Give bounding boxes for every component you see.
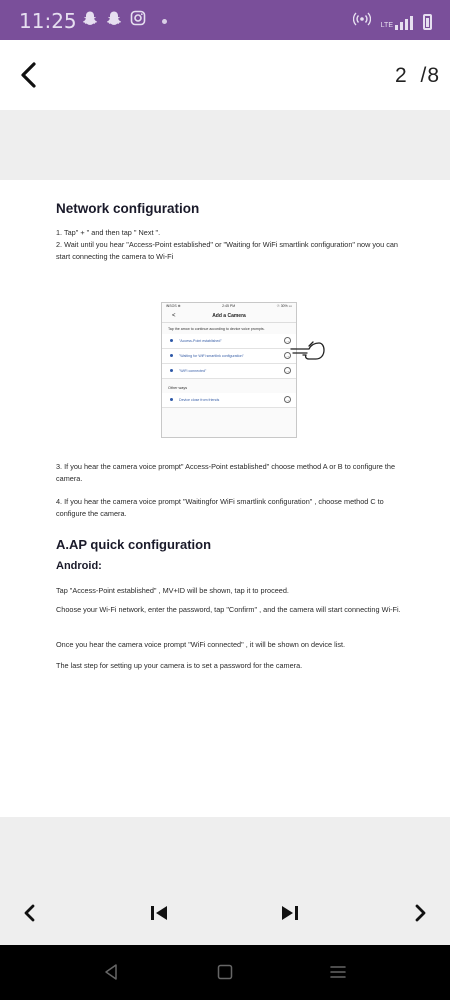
last-page-button[interactable] [277, 900, 303, 926]
home-square-icon [215, 962, 235, 982]
first-page-button[interactable] [146, 900, 172, 926]
signal-bars [395, 14, 413, 30]
system-navigation-bar [0, 945, 450, 1000]
snapchat-icon [106, 10, 122, 32]
ps-option-row [162, 334, 296, 349]
ps-hint: Tap the arrow to continue according to device voice prompts. [168, 327, 265, 331]
recents-menu-icon [328, 962, 348, 982]
previous-page-icon [17, 900, 43, 926]
android-para-4: The last step for setting up your camera is to set a password for the camera. [56, 661, 303, 670]
snapchat-icon [82, 10, 98, 32]
ps-other-ways-label: Other ways [168, 385, 188, 390]
ps-option-label: Device close from friends [179, 397, 220, 402]
document-page[interactable] [0, 180, 450, 817]
android-para-2: Choose your Wi-Fi network, enter the password, tap "Confirm" , and the camera will start connecting Wi-Fi. [56, 605, 401, 614]
back-triangle-icon [101, 962, 121, 982]
bullet-icon [170, 339, 173, 342]
previous-page-button[interactable] [17, 900, 43, 926]
back-button[interactable] [14, 58, 48, 92]
ps-status-center: 2:45 PM [222, 304, 236, 308]
page-counter [395, 64, 440, 88]
android-para-1: Tap "Access-Point established" , MV+ID will be shown, tap it to proceed. [56, 586, 289, 595]
bullet-icon [170, 369, 173, 372]
current-page: 2 [394, 64, 408, 87]
system-back-button[interactable] [101, 962, 121, 982]
ps-title: Add a Camera [212, 313, 246, 319]
pager-toolbar [0, 880, 450, 945]
arrow-circle-icon: → [285, 397, 290, 402]
last-page-icon [277, 900, 303, 926]
step-1: 1. Tap" + " and then tap " Next ". [56, 228, 161, 237]
dot-icon [162, 19, 167, 24]
phone-screenshot-image [161, 302, 297, 438]
bullet-icon [170, 354, 173, 357]
ps-status-right: ☉ 30% ▭ [276, 304, 292, 308]
notification-icons [82, 10, 167, 32]
status-time: 11:25 [19, 9, 77, 33]
lte-signal-icon [381, 14, 413, 30]
arrow-circle-icon: → [285, 353, 290, 358]
system-recents-button[interactable] [328, 962, 348, 982]
ps-header [162, 310, 296, 323]
page-gap [0, 110, 450, 180]
total-pages: /8 [420, 64, 440, 87]
ap-config-heading: A.AP quick configuration [56, 537, 212, 552]
android-para-3: Once you hear the camera voice prompt "WiFi connected" , it will be shown on device list. [56, 640, 346, 649]
first-page-icon [146, 900, 172, 926]
battery-icon [423, 14, 432, 30]
status-bar [0, 0, 450, 40]
lte-label: LTE [380, 21, 393, 29]
arrow-circle-icon: → [285, 368, 290, 373]
step-4: 4. If you hear the camera voice prompt "Waitingfor WiFi smartlink configuration" , choose method C to configure the camera. [56, 497, 384, 518]
ps-status-left: iNSOS ⊕ [166, 304, 181, 308]
ps-option-label: "Access-Point established" [179, 338, 222, 343]
ps-back-icon: < [172, 313, 176, 319]
pointing-hand-icon [289, 337, 327, 365]
ps-option-label: "WiFi connected" [179, 368, 207, 373]
android-heading: Android: [56, 560, 102, 572]
system-home-button[interactable] [215, 962, 235, 982]
ps-option-row [162, 349, 296, 364]
ps-option-row [162, 393, 296, 408]
bullet-icon [170, 398, 173, 401]
network-config-heading: Network configuration [56, 201, 200, 216]
next-page-icon [407, 900, 433, 926]
hotspot-icon [353, 10, 371, 33]
next-page-button[interactable] [407, 900, 433, 926]
app-bar [0, 40, 450, 110]
arrow-circle-icon: → [285, 338, 290, 343]
step-3: 3. If you hear the camera voice prompt" Access-Point established" choose method A or B to configure the camera. [56, 462, 395, 483]
ps-option-label: "Waiting for WiFi smartlink configuration" [179, 353, 244, 358]
chevron-left-icon [14, 58, 48, 92]
instagram-icon [130, 10, 146, 32]
system-status-icons [353, 10, 432, 33]
step-2: 2. Wait until you hear "Access-Point established" or "Waiting for WiFi smartlink configuration" now you can start connecting the camera to Wi-Fi [56, 240, 398, 261]
ps-status-bar [162, 303, 296, 310]
ps-option-row [162, 364, 296, 379]
